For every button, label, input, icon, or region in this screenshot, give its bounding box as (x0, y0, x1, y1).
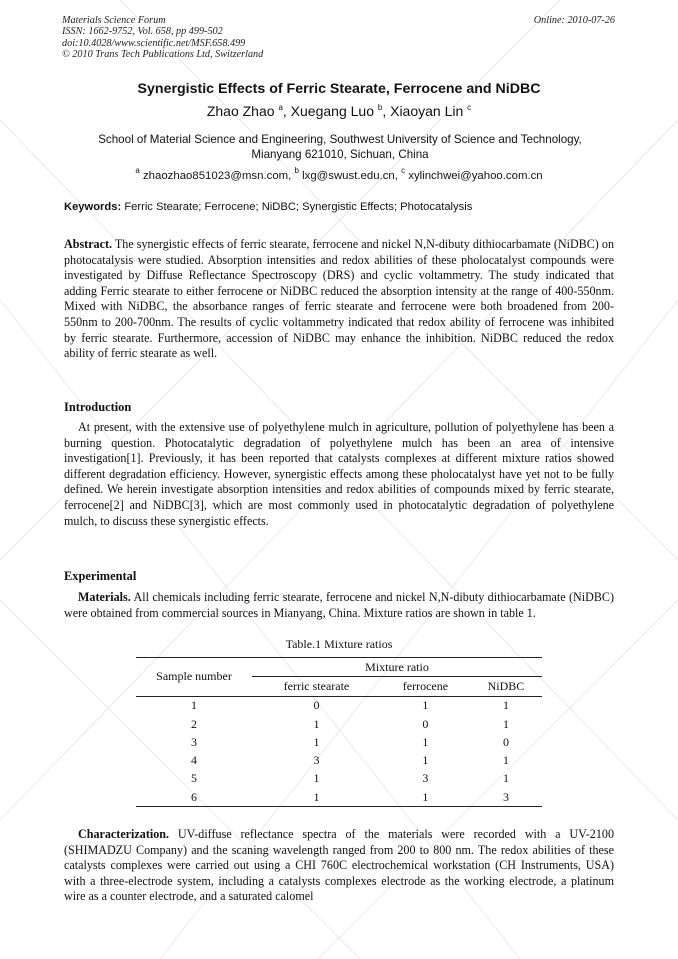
author-superscript: c (467, 103, 472, 112)
journal-issn: ISSN: 1662-9752, Vol. 658, pp 499-502 (62, 26, 223, 38)
table-row (136, 733, 542, 751)
table-cell: 6 (136, 788, 252, 807)
table-row (136, 770, 542, 788)
affiliation-line: Mianyang 621010, Sichuan, China (251, 148, 429, 161)
column-header: ferric stearate (252, 677, 381, 696)
table-cell: 0 (502, 734, 509, 749)
paper-title: Synergistic Effects of Ferric Stearate, Ferrocene and NiDBC (137, 81, 541, 97)
materials-paragraph (64, 590, 614, 621)
keywords (64, 201, 624, 213)
introduction-paragraph (64, 420, 614, 529)
table-cell: 1 (191, 698, 197, 713)
table-cell: 3 (470, 788, 542, 807)
column-header-sample: Sample number (136, 658, 252, 697)
email-superscript: a (135, 166, 140, 175)
table-cell: 1 (422, 753, 429, 768)
characterization-label: Characterization. (78, 827, 170, 841)
table-cell: 4 (191, 753, 197, 768)
column-group-header: Mixture ratio (252, 658, 542, 677)
journal-copyright: © 2010 Trans Tech Publications Ltd, Switzerland (62, 49, 264, 61)
online-date: Online: 2010-07-26 (533, 15, 615, 26)
mixture-ratio-table (136, 657, 542, 807)
table-cell: 0 (313, 698, 320, 713)
column-header: ferrocene (381, 677, 470, 696)
author-list: Zhao Zhao $^a$, Xuegang Luo $^b$, Xiaoyan Lin $^c$ (206, 103, 472, 119)
table-row (136, 788, 542, 807)
table-cell: 3 (191, 734, 197, 749)
table-caption: Table.1 Mixture ratios (285, 637, 393, 651)
author-name: Xuegang Luo (290, 103, 374, 119)
table-row (136, 751, 542, 769)
column-header: NiDBC (470, 677, 542, 696)
table-cell: 1 (422, 734, 429, 749)
abstract (64, 237, 614, 362)
materials-label: Materials. (78, 590, 131, 604)
characterization-text: UV-diffuse reflectance spectra of the materials were recorded with a UV-2100 (SHIMADZU Company) and the scaning wavelength ranged from 200 to 800 nm. The redox abilities of these catalysts complexes were carried out using a CHI 760C electrochemical workstation (CH Instruments, USA) with a three-electrode system, including a catalysts complexes electrode as the working electrode, a platinum wire as a counter electrode, and a saturated calomel (64, 827, 614, 904)
table-cell: 1 (313, 734, 320, 749)
author-name: Zhao Zhao (206, 103, 275, 119)
abstract-label: Abstract. (64, 237, 113, 251)
email-link[interactable]: zhaozhao851023@msn.com (142, 170, 289, 182)
affiliation-line: School of Material Science and Engineering, Southwest University of Science and Technology, (98, 133, 582, 146)
author-name: Xiaoyan Lin (390, 103, 464, 119)
keywords-text: Ferric Stearate; Ferrocene; NiDBC; Synergistic Effects; Photocatalysis (124, 201, 473, 213)
table-cell: 1 (252, 788, 381, 807)
table-cell: 1 (422, 698, 429, 713)
characterization-paragraph (64, 827, 614, 905)
table-cell: 3 (422, 771, 429, 786)
author-superscript: a (278, 103, 283, 112)
introduction-text: At present, with the extensive use of polyethylene mulch in agriculture, pollution of polyethylene has been a burning question. Photocatalytic degradation of polyethylene mulch has been an area of intensive investigation[1]. Previously, it has been reported that catalysts complexes at different mixture ratios showed different degradation efficiency. However, synergistic effects among these pholocatalyst have yet not to be fully defined. We herein investigate absorption intensities and redox abilities of compounds mixed by ferric stearate, ferrocene[2] and NiDBC[3], which are most commonly used in photocatalytic degradation of polyethylene mulch, to discuss these synergistic effects. (64, 420, 614, 528)
materials-text: All chemicals including ferric stearate, ferrocene and nickel N,N-dibuty dithiocarbamate (NiDBC) were obtained from commercial sources in Mianyang, China. Mixture ratios are shown in table 1. (64, 590, 614, 620)
affiliation (70, 132, 610, 162)
journal-header (62, 15, 263, 61)
keywords-label: Keywords: (64, 201, 122, 213)
table-cell: 1 (381, 788, 470, 807)
section-heading-introduction: Introduction (64, 400, 132, 414)
email-list: $^a$ zhaozhao851023@msn.com, $^b$ lxg@swust.edu.cn, $^c$ xylinchwei@yahoo.com.cn (135, 166, 543, 182)
abstract-text: The synergistic effects of ferric stearate, ferrocene and nickel N,N-dibuty dithiocarbamate (NiDBC) on photocatalysis were studied. Absorption intensities and redox abilities of these pholocatalyst compounds were investigated by Diffuse Reflectance Spectroscopy (DRS) and cyclic voltammetry. The study indicated that adding Ferric stearate to either ferrocene or NiDBC reduced the absorption intensity at the range of 400-550nm. Mixed with NiDBC, the absorbance ranges of ferric stearate and ferrocene were both broadened from 200-550nm to 200-700nm. The results of cyclic voltammetry indicated that redox ability of ferrocene was inhibited by ferric stearate. Furthermore, accession of NiDBC may enhance the inhibition. NiDBC reduced the redox ability of ferric stearate as well. (64, 237, 614, 361)
table-cell: 1 (313, 771, 320, 786)
email-superscript: c (401, 166, 406, 175)
table-cell: 1 (502, 753, 509, 768)
table-cell: 1 (502, 716, 509, 731)
table-cell: 2 (191, 716, 197, 731)
table-cell: 0 (422, 716, 429, 731)
journal-doi: doi:10.4028/www.scientific.net/MSF.658.499 (62, 37, 246, 49)
journal-name: Materials Science Forum (62, 15, 166, 26)
email-link[interactable]: lxg@swust.edu.cn (302, 170, 395, 182)
table-row (136, 696, 542, 715)
table-cell: 1 (502, 771, 509, 786)
email-superscript: b (294, 166, 299, 175)
email-link[interactable]: xylinchwei@yahoo.com.cn (408, 170, 543, 182)
table-row (136, 715, 542, 733)
table-cell: 1 (502, 698, 509, 713)
section-heading-experimental: Experimental (64, 569, 137, 583)
table-cell: 5 (191, 771, 197, 786)
table-cell: 1 (313, 716, 320, 731)
table-cell: 3 (313, 753, 320, 768)
author-superscript: b (377, 103, 383, 112)
